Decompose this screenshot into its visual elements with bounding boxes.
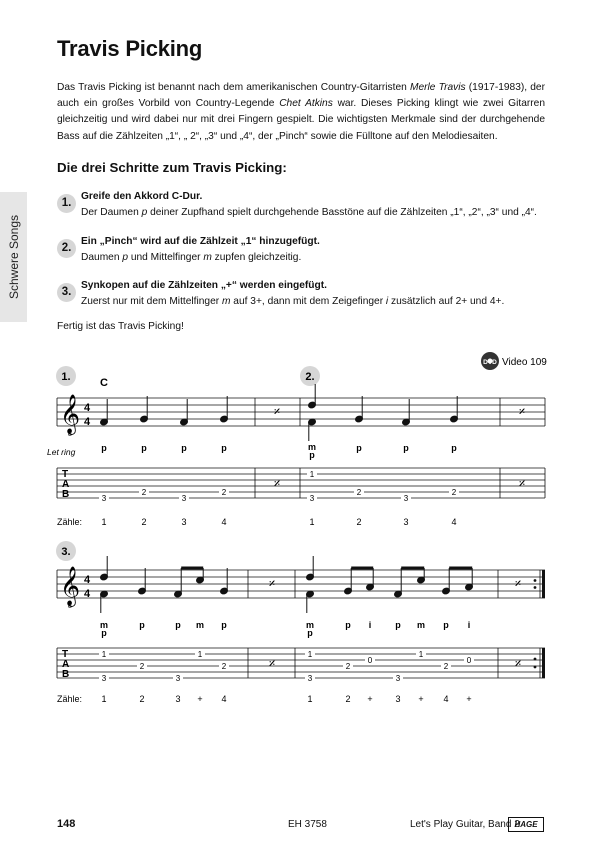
svg-text:p: p: [356, 443, 362, 453]
page-number: 148: [57, 818, 76, 830]
time-signature-bottom: 4: [84, 588, 91, 600]
step-number: 2.: [57, 239, 76, 258]
svg-text:p: p: [395, 620, 401, 630]
example-number: 2.: [305, 371, 315, 383]
svg-text:2: 2: [221, 488, 227, 497]
system-2: [56, 541, 545, 704]
step-title: Ein „Pinch“ wird auf die Zählzeit „1“ hinzugefügt.: [81, 236, 320, 247]
svg-text:m: m: [305, 620, 315, 630]
svg-text:4: 4: [451, 517, 457, 527]
svg-text:1: 1: [309, 517, 315, 527]
count-label: Zähle:: [57, 517, 83, 527]
svg-text:3: 3: [101, 674, 107, 683]
svg-text:3: 3: [307, 674, 313, 683]
svg-text:p: p: [181, 443, 187, 453]
publisher-logo: HAGE: [508, 817, 544, 832]
repeat-sign: 𝄎: [273, 476, 281, 491]
svg-text:3: 3: [101, 494, 107, 503]
svg-text:m: m: [99, 620, 109, 630]
step-text: Der Daumen p deiner Zupfhand spielt durchgehende Basstöne auf die Zählzeiten „1“, „2“, „3“ und „4“.: [81, 206, 537, 218]
svg-text:p: p: [307, 628, 313, 638]
svg-text:3: 3: [181, 517, 187, 527]
svg-text:i: i: [467, 620, 471, 630]
svg-text:B: B: [62, 489, 70, 500]
section-tab-label: Schwere Songs: [6, 214, 21, 300]
fingering-row: [101, 442, 457, 460]
step-text: Daumen p und Mittelfinger m zupfen gleichzeitig.: [81, 251, 302, 263]
svg-text:2: 2: [221, 662, 227, 671]
svg-text:B: B: [62, 669, 70, 680]
repeat-sign: 𝄎: [514, 656, 522, 671]
svg-text:1: 1: [101, 650, 107, 659]
svg-text:p: p: [443, 620, 449, 630]
final-text: Fertig ist das Travis Picking!: [57, 321, 184, 332]
svg-text:3: 3: [181, 494, 187, 503]
repeat-sign: 𝄎: [268, 656, 276, 671]
time-signature-top: 4: [84, 402, 91, 414]
svg-text:m: m: [195, 620, 205, 630]
svg-text:2: 2: [141, 517, 147, 527]
let-ring-label: Let ring: [47, 447, 76, 457]
svg-text:3: 3: [309, 494, 315, 503]
svg-text:3: 3: [395, 694, 401, 704]
svg-text:p: p: [221, 443, 227, 453]
svg-text:3: 3: [175, 694, 181, 704]
chord-symbol: C: [100, 377, 108, 389]
svg-text:2: 2: [345, 662, 351, 671]
svg-text:p: p: [345, 620, 351, 630]
svg-text:p: p: [221, 620, 227, 630]
time-signature-top: 4: [84, 574, 91, 586]
page-title: Travis Picking: [57, 36, 203, 61]
svg-text:1: 1: [197, 650, 203, 659]
fingering-row: [100, 620, 470, 638]
count-row: [101, 517, 456, 527]
svg-text:p: p: [139, 620, 145, 630]
svg-text:1: 1: [307, 694, 313, 704]
repeat-sign: 𝄎: [518, 404, 526, 419]
step-text: Zuerst nur mit dem Mittelfinger m auf 3+, dann mit dem Zeigefinger i zusätzlich auf 2+ und 4+.: [81, 295, 505, 307]
svg-text:1: 1: [101, 517, 107, 527]
system-1: [47, 366, 545, 527]
svg-text:0: 0: [367, 656, 373, 665]
step-number: 3.: [57, 283, 76, 302]
svg-text:m: m: [307, 442, 317, 452]
treble-clef: 𝄞: [60, 567, 81, 605]
notes-bar-3: [306, 556, 474, 613]
svg-text:p: p: [451, 443, 457, 453]
svg-text:1: 1: [307, 650, 313, 659]
octave-mark: 8: [68, 603, 72, 610]
example-number: 3.: [61, 546, 71, 558]
time-signature-bottom: 4: [84, 416, 91, 428]
svg-text:m: m: [416, 620, 426, 630]
svg-text:+: +: [466, 694, 472, 704]
notes-bar-3: [308, 384, 459, 441]
svg-text:p: p: [141, 443, 147, 453]
svg-text:2: 2: [139, 662, 145, 671]
count-row: [101, 694, 471, 704]
step-title: Greife den Akkord C-Dur.: [81, 191, 203, 202]
dvd-icon: [481, 352, 499, 370]
svg-text:1: 1: [418, 650, 424, 659]
svg-text:3: 3: [403, 494, 409, 503]
dvd-badge: DVD: [483, 359, 497, 366]
notes-bar-1: [100, 396, 229, 426]
svg-text:i: i: [368, 620, 372, 630]
svg-text:2: 2: [451, 488, 457, 497]
svg-text:A: A: [62, 659, 70, 670]
repeat-sign: 𝄎: [514, 576, 522, 591]
svg-text:1: 1: [101, 694, 107, 704]
steps-heading: Die drei Schritte zum Travis Picking:: [57, 160, 287, 175]
svg-text:4: 4: [221, 517, 227, 527]
treble-clef: 𝄞: [60, 395, 81, 433]
svg-text:4: 4: [443, 694, 449, 704]
example-number: 1.: [61, 371, 71, 383]
edition-code: EH 3758: [288, 819, 327, 830]
repeat-sign: 𝄎: [518, 476, 526, 491]
svg-text:1: 1: [309, 470, 315, 479]
svg-text:p: p: [403, 443, 409, 453]
svg-text:p: p: [101, 628, 107, 638]
svg-text:A: A: [62, 479, 70, 490]
svg-text:2: 2: [356, 488, 362, 497]
svg-text:+: +: [197, 694, 203, 704]
svg-text:T: T: [62, 649, 69, 660]
svg-text:p: p: [309, 450, 315, 460]
repeat-sign: 𝄎: [268, 576, 276, 591]
svg-text:3: 3: [175, 674, 181, 683]
svg-text:p: p: [175, 620, 181, 630]
svg-text:+: +: [367, 694, 373, 704]
video-label: Video 109: [502, 357, 547, 368]
octave-mark: 8: [68, 431, 72, 438]
svg-text:T: T: [62, 469, 69, 480]
svg-text:2: 2: [141, 488, 147, 497]
intro-paragraph: Das Travis Picking ist benannt nach dem amerikanischen Country-Gitarristen Merle Travis (1917-1983), der auch ein großes Vorbild von Country-Legende Chet Atkins war. Dieses Picking klingt wie zwei Gitarren gleichzeitig und wird dabei nur mit drei Fingern gespielt. Die wichtigsten Merkmale sind der durchgehende Bass auf die Zählzeiten „1“, „ 2“, „3“ und „4“, der „Pinch“ sowie die Fülltone auf den Melodiesaiten.: [57, 82, 545, 142]
svg-text:2: 2: [443, 662, 449, 671]
step-title: Synkopen auf die Zählzeiten „+“ werden eingefügt.: [81, 280, 327, 291]
count-label: Zähle:: [57, 694, 83, 704]
book-title: Let's Play Guitar, Band 2: [410, 819, 520, 830]
svg-text:2: 2: [356, 517, 362, 527]
svg-text:2: 2: [139, 694, 145, 704]
svg-text:3: 3: [403, 517, 409, 527]
svg-text:4: 4: [221, 694, 227, 704]
svg-text:+: +: [418, 694, 424, 704]
svg-text:2: 2: [345, 694, 351, 704]
step-number: 1.: [57, 194, 76, 213]
notes-bar-1: [100, 556, 229, 613]
svg-text:p: p: [101, 443, 107, 453]
svg-text:3: 3: [395, 674, 401, 683]
repeat-sign: 𝄎: [273, 404, 281, 419]
svg-text:0: 0: [466, 656, 472, 665]
